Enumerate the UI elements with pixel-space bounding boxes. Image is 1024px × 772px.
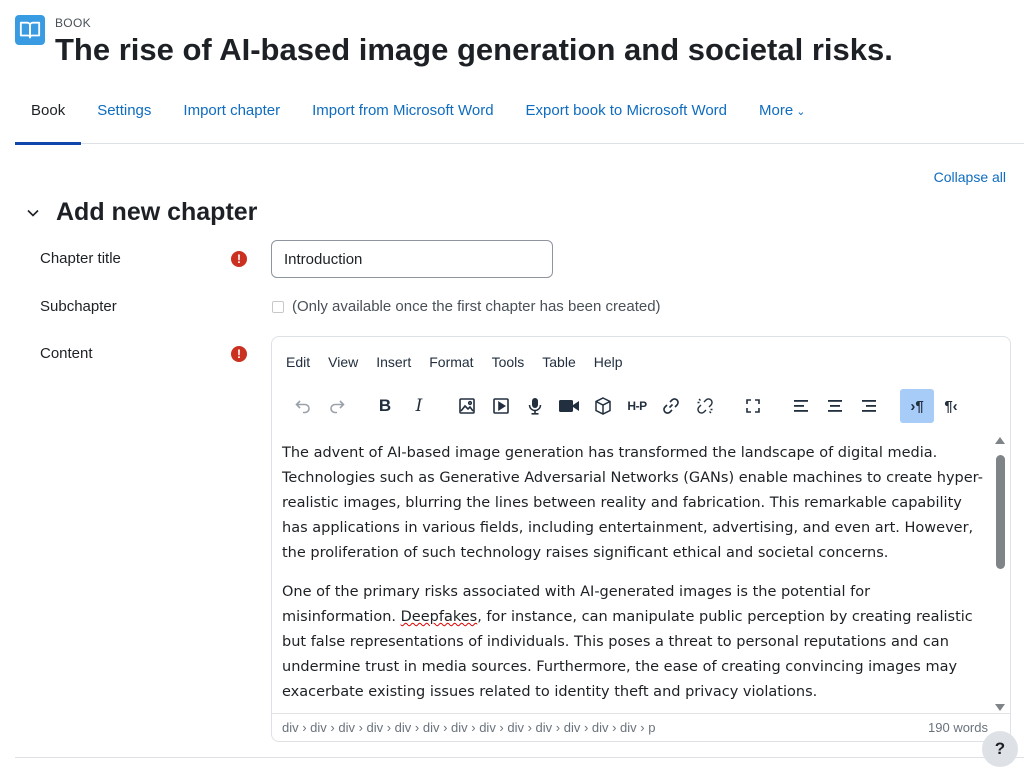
help-button[interactable]: ? [982, 731, 1018, 767]
redo-icon[interactable] [320, 389, 354, 423]
link-icon[interactable] [654, 389, 688, 423]
editor-scrollbar[interactable] [992, 433, 1010, 715]
content-label: Content [40, 345, 93, 362]
align-right-icon[interactable] [852, 389, 886, 423]
tab-more[interactable]: More ⌄ [759, 102, 806, 119]
tab-settings[interactable]: Settings [97, 102, 152, 119]
ltr-icon[interactable]: ›¶ [900, 389, 934, 423]
editor-statusbar [272, 713, 1010, 741]
menu-table[interactable]: Table [542, 354, 576, 370]
menu-edit[interactable]: Edit [286, 354, 311, 370]
editor-paragraph: The advent of AI-based image generation has transformed the landscape of digital media. Technologies such as Generative Adversarial Networks (GANs) enable machines to create hyper-realistic images, blurring the lines between reality and fabrication. This remarkable capability has applications in various fields, including entertainment, advertising, and even art. However, the proliferation of such technology raises significant ethical and societal concerns. [282, 445, 983, 561]
rtl-icon[interactable]: ¶‹ [944, 397, 958, 415]
required-icon: ! [231, 251, 247, 267]
menu-insert[interactable]: Insert [376, 354, 412, 370]
secondary-nav [15, 92, 1024, 144]
menu-help[interactable]: Help [593, 354, 623, 370]
tab-export-word[interactable]: Export book to Microsoft Word [525, 102, 728, 119]
rich-text-editor [271, 336, 1011, 742]
misspelled-word: Deepfakes [400, 609, 478, 625]
collapse-all-link[interactable]: Collapse all [933, 169, 1006, 185]
scroll-up-arrow-icon[interactable] [995, 437, 1005, 444]
scroll-thumb[interactable] [996, 455, 1005, 569]
bold-icon[interactable]: B [378, 396, 392, 415]
chapter-title-input[interactable] [271, 240, 553, 278]
fullscreen-icon[interactable] [736, 389, 770, 423]
record-audio-icon[interactable] [518, 389, 552, 423]
book-icon [15, 15, 45, 45]
media-icon[interactable] [484, 389, 518, 423]
chapter-title-label: Chapter title [40, 250, 121, 267]
3d-box-icon[interactable] [586, 389, 620, 423]
editor-paragraph: One of the primary risks associated with AI-generated images is the potential for misinformation. Deepfakes, for instance, can manipulate public perception by creating realistic but false representations of individuals. This poses a threat to personal reputations and can undermine trust in media sources. Furthermore, the ease of creating convincing images may exacerbate existing issues related to identity theft and privacy violations. [282, 584, 973, 700]
section-header[interactable] [22, 198, 257, 227]
chevron-down-icon: ⌄ [796, 106, 806, 118]
align-center-icon[interactable] [818, 389, 852, 423]
scroll-down-arrow-icon[interactable] [995, 704, 1005, 711]
element-path[interactable]: div › div › div › div › div › div › div › div › div › div › div › div › div › p [282, 720, 656, 735]
menu-view[interactable]: View [328, 354, 359, 370]
undo-icon[interactable] [286, 389, 320, 423]
subchapter-note: (Only available once the first chapter has been created) [292, 298, 661, 315]
unlink-icon[interactable] [688, 389, 722, 423]
subchapter-checkbox [272, 301, 284, 313]
tab-import-chapter[interactable]: Import chapter [183, 102, 281, 119]
required-icon: ! [231, 346, 247, 362]
tab-import-word[interactable]: Import from Microsoft Word [312, 102, 494, 119]
page-title: The rise of AI-based image generation and societal risks. [55, 32, 893, 67]
menu-tools[interactable]: Tools [491, 354, 525, 370]
subchapter-label: Subchapter [40, 298, 117, 315]
italic-icon[interactable]: I [415, 396, 423, 416]
tab-book[interactable]: Book [15, 92, 81, 144]
image-icon[interactable] [450, 389, 484, 423]
menu-format[interactable]: Format [429, 354, 474, 370]
editor-menubar [286, 354, 623, 370]
h5p-icon[interactable]: H-P [627, 399, 647, 413]
editor-toolbar [286, 389, 968, 423]
section-title: Add new chapter [56, 198, 258, 226]
module-label: BOOK [55, 16, 91, 30]
chevron-down-icon[interactable] [22, 202, 44, 224]
editor-content-area[interactable] [272, 433, 994, 715]
divider [15, 757, 1024, 758]
record-video-icon[interactable] [552, 389, 586, 423]
word-count[interactable]: 190 words [928, 720, 988, 735]
align-left-icon[interactable] [784, 389, 818, 423]
